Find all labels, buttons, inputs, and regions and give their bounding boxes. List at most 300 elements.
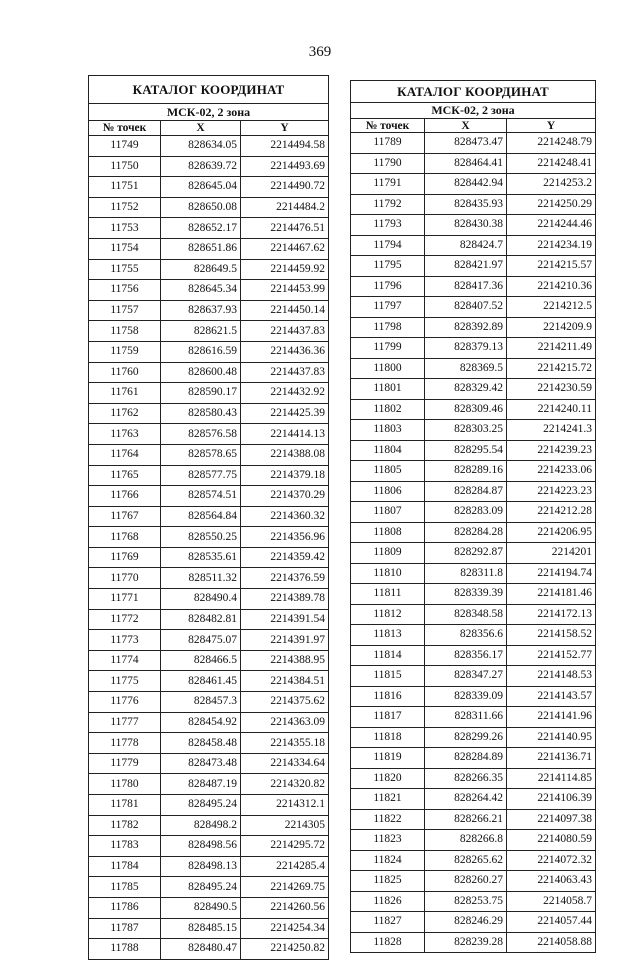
- table-row: [89, 795, 329, 816]
- x-coordinate-cell: 828490.4: [161, 589, 241, 610]
- y-coordinate-cell: 2214356.96: [241, 527, 329, 548]
- x-coordinate-cell: 828299.26: [425, 727, 507, 748]
- x-coordinate-cell: 828498.56: [161, 836, 241, 857]
- point-number-cell: 11767: [89, 506, 161, 527]
- y-coordinate-cell: 2214484.2: [241, 197, 329, 218]
- x-coordinate-cell: 828266.21: [425, 809, 507, 830]
- x-coordinate-cell: 828634.05: [161, 136, 241, 157]
- point-number-cell: 11752: [89, 197, 161, 218]
- y-coordinate-cell: 2214379.18: [241, 465, 329, 486]
- point-number-cell: 11788: [89, 939, 161, 960]
- x-coordinate-cell: 828473.47: [425, 133, 507, 154]
- x-coordinate-cell: 828482.81: [161, 609, 241, 630]
- point-number-cell: 11818: [351, 727, 425, 748]
- table-row: [89, 753, 329, 774]
- y-coordinate-cell: 2214234.19: [507, 235, 596, 256]
- point-number-cell: 11802: [351, 399, 425, 420]
- y-coordinate-cell: 2214260.56: [241, 897, 329, 918]
- x-coordinate-cell: 828578.65: [161, 444, 241, 465]
- y-coordinate-cell: 2214360.32: [241, 506, 329, 527]
- point-number-cell: 11789: [351, 133, 425, 154]
- table-row: [89, 136, 329, 157]
- point-number-cell: 11779: [89, 753, 161, 774]
- point-number-cell: 11828: [351, 932, 425, 953]
- table-row: [89, 733, 329, 754]
- table-row: [89, 671, 329, 692]
- x-coordinate-cell: 828264.42: [425, 789, 507, 810]
- x-coordinate-cell: 828652.17: [161, 218, 241, 239]
- point-number-cell: 11763: [89, 424, 161, 445]
- table-row: [351, 379, 596, 400]
- point-number-cell: 11782: [89, 815, 161, 836]
- point-number-cell: 11753: [89, 218, 161, 239]
- y-coordinate-cell: 2214467.62: [241, 238, 329, 259]
- y-coordinate-cell: 2214376.59: [241, 568, 329, 589]
- point-number-cell: 11792: [351, 194, 425, 215]
- x-coordinate-cell: 828260.27: [425, 871, 507, 892]
- y-coordinate-cell: 2214453.99: [241, 280, 329, 301]
- y-coordinate-cell: 2214194.74: [507, 563, 596, 584]
- point-number-cell: 11793: [351, 215, 425, 236]
- x-coordinate-cell: 828461.45: [161, 671, 241, 692]
- y-coordinate-cell: 2214363.09: [241, 712, 329, 733]
- table-row: [89, 280, 329, 301]
- x-coordinate-cell: 828495.24: [161, 795, 241, 816]
- point-number-cell: 11815: [351, 666, 425, 687]
- point-number-cell: 11760: [89, 362, 161, 383]
- table-row: [89, 815, 329, 836]
- table-row: [351, 215, 596, 236]
- table-row: [89, 259, 329, 280]
- table-row: [89, 568, 329, 589]
- table-row: [89, 692, 329, 713]
- x-coordinate-cell: 828466.5: [161, 650, 241, 671]
- y-coordinate-cell: 2214250.29: [507, 194, 596, 215]
- point-number-cell: 11751: [89, 177, 161, 198]
- point-number-cell: 11825: [351, 871, 425, 892]
- column-header-y: Y: [241, 121, 329, 136]
- table-row: [89, 712, 329, 733]
- x-coordinate-cell: 828311.8: [425, 563, 507, 584]
- table-row: [89, 362, 329, 383]
- y-coordinate-cell: 2214355.18: [241, 733, 329, 754]
- y-coordinate-cell: 2214152.77: [507, 645, 596, 666]
- table-row: [351, 522, 596, 543]
- x-coordinate-cell: 828435.93: [425, 194, 507, 215]
- y-coordinate-cell: 2214305: [241, 815, 329, 836]
- x-coordinate-cell: 828424.7: [425, 235, 507, 256]
- x-coordinate-cell: 828577.75: [161, 465, 241, 486]
- y-coordinate-cell: 2214080.59: [507, 830, 596, 851]
- table-row: [89, 383, 329, 404]
- table-row: [351, 912, 596, 933]
- point-number-cell: 11756: [89, 280, 161, 301]
- point-number-cell: 11817: [351, 707, 425, 728]
- table-row: [89, 341, 329, 362]
- x-coordinate-cell: 828303.25: [425, 420, 507, 441]
- table-row: [89, 321, 329, 342]
- y-coordinate-cell: 2214172.13: [507, 604, 596, 625]
- x-coordinate-cell: 828457.3: [161, 692, 241, 713]
- point-number-cell: 11764: [89, 444, 161, 465]
- table-row: [351, 297, 596, 318]
- table-row: [89, 527, 329, 548]
- point-number-cell: 11797: [351, 297, 425, 318]
- y-coordinate-cell: 2214215.72: [507, 358, 596, 379]
- y-coordinate-cell: 2214334.64: [241, 753, 329, 774]
- y-coordinate-cell: 2214209.9: [507, 317, 596, 338]
- point-number-cell: 11778: [89, 733, 161, 754]
- x-coordinate-cell: 828356.17: [425, 645, 507, 666]
- point-number-cell: 11784: [89, 856, 161, 877]
- table-row: [89, 877, 329, 898]
- point-number-cell: 11813: [351, 625, 425, 646]
- table-row: [351, 420, 596, 441]
- x-coordinate-cell: 828421.97: [425, 256, 507, 277]
- x-coordinate-cell: 828265.62: [425, 850, 507, 871]
- x-coordinate-cell: 828649.5: [161, 259, 241, 280]
- y-coordinate-cell: 2214254.34: [241, 918, 329, 939]
- y-coordinate-cell: 2214181.46: [507, 584, 596, 605]
- y-coordinate-cell: 2214494.58: [241, 136, 329, 157]
- y-coordinate-cell: 2214136.71: [507, 748, 596, 769]
- point-number-cell: 11755: [89, 259, 161, 280]
- y-coordinate-cell: 2214241.3: [507, 420, 596, 441]
- table-row: [351, 748, 596, 769]
- point-number-cell: 11785: [89, 877, 161, 898]
- table-row: [351, 174, 596, 195]
- point-number-cell: 11799: [351, 338, 425, 359]
- x-coordinate-cell: 828650.08: [161, 197, 241, 218]
- x-coordinate-cell: 828458.48: [161, 733, 241, 754]
- x-coordinate-cell: 828454.92: [161, 712, 241, 733]
- x-coordinate-cell: 828283.09: [425, 502, 507, 523]
- table-row: [351, 666, 596, 687]
- point-number-cell: 11777: [89, 712, 161, 733]
- y-coordinate-cell: 2214384.51: [241, 671, 329, 692]
- table-row: [89, 609, 329, 630]
- table-row: [351, 625, 596, 646]
- point-number-cell: 11769: [89, 547, 161, 568]
- point-number-cell: 11819: [351, 748, 425, 769]
- table-row: [351, 584, 596, 605]
- table-row: [89, 465, 329, 486]
- x-coordinate-cell: 828511.32: [161, 568, 241, 589]
- y-coordinate-cell: 2214476.51: [241, 218, 329, 239]
- x-coordinate-cell: 828292.87: [425, 543, 507, 564]
- table-row: [89, 424, 329, 445]
- table-row: [89, 238, 329, 259]
- point-number-cell: 11750: [89, 156, 161, 177]
- point-number-cell: 11810: [351, 563, 425, 584]
- point-number-cell: 11774: [89, 650, 161, 671]
- y-coordinate-cell: 2214212.5: [507, 297, 596, 318]
- table-row: [89, 897, 329, 918]
- x-coordinate-cell: 828651.86: [161, 238, 241, 259]
- y-coordinate-cell: 2214143.57: [507, 686, 596, 707]
- point-number-cell: 11814: [351, 645, 425, 666]
- table-row: [351, 563, 596, 584]
- point-number-cell: 11807: [351, 502, 425, 523]
- catalog-title: КАТАЛОГ КООРДИНАТ: [351, 81, 596, 103]
- y-coordinate-cell: 2214114.85: [507, 768, 596, 789]
- point-number-cell: 11824: [351, 850, 425, 871]
- y-coordinate-cell: 2214391.54: [241, 609, 329, 630]
- y-coordinate-cell: 2214063.43: [507, 871, 596, 892]
- table-row: [89, 218, 329, 239]
- x-coordinate-cell: 828284.28: [425, 522, 507, 543]
- table-row: [89, 197, 329, 218]
- y-coordinate-cell: 2214253.2: [507, 174, 596, 195]
- point-number-cell: 11783: [89, 836, 161, 857]
- table-row: [351, 440, 596, 461]
- x-coordinate-cell: 828473.48: [161, 753, 241, 774]
- y-coordinate-cell: 2214388.95: [241, 650, 329, 671]
- table-row: [89, 856, 329, 877]
- point-number-cell: 11771: [89, 589, 161, 610]
- point-number-cell: 11808: [351, 522, 425, 543]
- x-coordinate-cell: 828239.28: [425, 932, 507, 953]
- point-number-cell: 11770: [89, 568, 161, 589]
- table-row: [351, 727, 596, 748]
- x-coordinate-cell: 828637.93: [161, 300, 241, 321]
- y-coordinate-cell: 2214206.95: [507, 522, 596, 543]
- x-coordinate-cell: 828495.24: [161, 877, 241, 898]
- x-coordinate-cell: 828246.29: [425, 912, 507, 933]
- y-coordinate-cell: 2214375.62: [241, 692, 329, 713]
- y-coordinate-cell: 2214239.23: [507, 440, 596, 461]
- x-coordinate-cell: 828347.27: [425, 666, 507, 687]
- table-row: [89, 918, 329, 939]
- y-coordinate-cell: 2214106.39: [507, 789, 596, 810]
- y-coordinate-cell: 2214215.57: [507, 256, 596, 277]
- table-row: [351, 543, 596, 564]
- x-coordinate-cell: 828311.66: [425, 707, 507, 728]
- point-number-cell: 11801: [351, 379, 425, 400]
- x-coordinate-cell: 828535.61: [161, 547, 241, 568]
- x-coordinate-cell: 828442.94: [425, 174, 507, 195]
- y-coordinate-cell: 2214148.53: [507, 666, 596, 687]
- x-coordinate-cell: 828475.07: [161, 630, 241, 651]
- y-coordinate-cell: 2214223.23: [507, 481, 596, 502]
- y-coordinate-cell: 2214436.36: [241, 341, 329, 362]
- catalog-title: КАТАЛОГ КООРДИНАТ: [89, 76, 329, 104]
- point-number-cell: 11806: [351, 481, 425, 502]
- y-coordinate-cell: 2214233.06: [507, 461, 596, 482]
- y-coordinate-cell: 2214490.72: [241, 177, 329, 198]
- x-coordinate-cell: 828498.2: [161, 815, 241, 836]
- x-coordinate-cell: 828392.89: [425, 317, 507, 338]
- x-coordinate-cell: 828379.13: [425, 338, 507, 359]
- point-number-cell: 11762: [89, 403, 161, 424]
- point-number-cell: 11823: [351, 830, 425, 851]
- y-coordinate-cell: 2214230.59: [507, 379, 596, 400]
- point-number-cell: 11766: [89, 486, 161, 507]
- table-row: [89, 506, 329, 527]
- x-coordinate-cell: 828266.35: [425, 768, 507, 789]
- x-coordinate-cell: 828356.6: [425, 625, 507, 646]
- x-coordinate-cell: 828417.36: [425, 276, 507, 297]
- table-row: [89, 156, 329, 177]
- point-number-cell: 11803: [351, 420, 425, 441]
- column-header-point-number: № точек: [351, 119, 425, 133]
- y-coordinate-cell: 2214058.88: [507, 932, 596, 953]
- table-row: [351, 399, 596, 420]
- x-coordinate-cell: 828485.15: [161, 918, 241, 939]
- table-row: [351, 768, 596, 789]
- point-number-cell: 11820: [351, 768, 425, 789]
- y-coordinate-cell: 2214140.95: [507, 727, 596, 748]
- x-coordinate-cell: 828253.75: [425, 891, 507, 912]
- point-number-cell: 11805: [351, 461, 425, 482]
- point-number-cell: 11754: [89, 238, 161, 259]
- y-coordinate-cell: 2214389.78: [241, 589, 329, 610]
- x-coordinate-cell: 828348.58: [425, 604, 507, 625]
- y-coordinate-cell: 2214425.39: [241, 403, 329, 424]
- x-coordinate-cell: 828284.87: [425, 481, 507, 502]
- point-number-cell: 11765: [89, 465, 161, 486]
- y-coordinate-cell: 2214285.4: [241, 856, 329, 877]
- column-header-y: Y: [507, 119, 596, 133]
- x-coordinate-cell: 828480.47: [161, 939, 241, 960]
- point-number-cell: 11786: [89, 897, 161, 918]
- y-coordinate-cell: 2214437.83: [241, 362, 329, 383]
- x-coordinate-cell: 828309.46: [425, 399, 507, 420]
- table-row: [351, 871, 596, 892]
- table-row: [89, 650, 329, 671]
- table-row: [351, 153, 596, 174]
- x-coordinate-cell: 828564.84: [161, 506, 241, 527]
- table-row: [89, 547, 329, 568]
- table-row: [351, 461, 596, 482]
- x-coordinate-cell: 828580.43: [161, 403, 241, 424]
- column-header-x: X: [425, 119, 507, 133]
- table-row: [351, 256, 596, 277]
- y-coordinate-cell: 2214250.82: [241, 939, 329, 960]
- x-coordinate-cell: 828574.51: [161, 486, 241, 507]
- y-coordinate-cell: 2214097.38: [507, 809, 596, 830]
- catalog-body-left: [89, 136, 329, 960]
- point-number-cell: 11781: [89, 795, 161, 816]
- x-coordinate-cell: 828645.04: [161, 177, 241, 198]
- x-coordinate-cell: 828464.41: [425, 153, 507, 174]
- y-coordinate-cell: 2214057.44: [507, 912, 596, 933]
- point-number-cell: 11772: [89, 609, 161, 630]
- table-row: [351, 850, 596, 871]
- y-coordinate-cell: 2214211.49: [507, 338, 596, 359]
- table-row: [351, 830, 596, 851]
- point-number-cell: 11827: [351, 912, 425, 933]
- table-row: [89, 403, 329, 424]
- table-row: [89, 630, 329, 651]
- y-coordinate-cell: 2214320.82: [241, 774, 329, 795]
- table-row: [89, 836, 329, 857]
- column-header-point-number: № точек: [89, 121, 161, 136]
- y-coordinate-cell: 2214432.92: [241, 383, 329, 404]
- y-coordinate-cell: 2214212.28: [507, 502, 596, 523]
- table-row: [351, 481, 596, 502]
- page-number: 369: [308, 44, 332, 60]
- x-coordinate-cell: 828295.54: [425, 440, 507, 461]
- x-coordinate-cell: 828329.42: [425, 379, 507, 400]
- x-coordinate-cell: 828407.52: [425, 297, 507, 318]
- table-row: [351, 194, 596, 215]
- y-coordinate-cell: 2214072.32: [507, 850, 596, 871]
- point-number-cell: 11749: [89, 136, 161, 157]
- catalog-zone: МСК-02, 2 зона: [351, 103, 596, 119]
- y-coordinate-cell: 2214269.75: [241, 877, 329, 898]
- x-coordinate-cell: 828498.13: [161, 856, 241, 877]
- y-coordinate-cell: 2214450.14: [241, 300, 329, 321]
- x-coordinate-cell: 828576.58: [161, 424, 241, 445]
- point-number-cell: 11761: [89, 383, 161, 404]
- table-row: [351, 891, 596, 912]
- y-coordinate-cell: 2214248.79: [507, 133, 596, 154]
- y-coordinate-cell: 2214359.42: [241, 547, 329, 568]
- table-row: [351, 358, 596, 379]
- table-row: [351, 317, 596, 338]
- point-number-cell: 11804: [351, 440, 425, 461]
- table-row: [351, 133, 596, 154]
- table-row: [351, 809, 596, 830]
- y-coordinate-cell: 2214459.92: [241, 259, 329, 280]
- y-coordinate-cell: 2214240.11: [507, 399, 596, 420]
- x-coordinate-cell: 828616.59: [161, 341, 241, 362]
- point-number-cell: 11780: [89, 774, 161, 795]
- point-number-cell: 11821: [351, 789, 425, 810]
- table-row: [351, 604, 596, 625]
- point-number-cell: 11791: [351, 174, 425, 195]
- table-row: [351, 789, 596, 810]
- table-row: [351, 932, 596, 953]
- point-number-cell: 11768: [89, 527, 161, 548]
- table-row: [351, 276, 596, 297]
- table-row: [351, 645, 596, 666]
- table-row: [351, 686, 596, 707]
- x-coordinate-cell: 828490.5: [161, 897, 241, 918]
- point-number-cell: 11798: [351, 317, 425, 338]
- y-coordinate-cell: 2214244.46: [507, 215, 596, 236]
- point-number-cell: 11776: [89, 692, 161, 713]
- y-coordinate-cell: 2214388.08: [241, 444, 329, 465]
- coordinate-catalog-left: [88, 75, 329, 960]
- x-coordinate-cell: 828284.89: [425, 748, 507, 769]
- x-coordinate-cell: 828266.8: [425, 830, 507, 851]
- y-coordinate-cell: 2214391.97: [241, 630, 329, 651]
- point-number-cell: 11758: [89, 321, 161, 342]
- point-number-cell: 11822: [351, 809, 425, 830]
- x-coordinate-cell: 828621.5: [161, 321, 241, 342]
- x-coordinate-cell: 828430.38: [425, 215, 507, 236]
- x-coordinate-cell: 828369.5: [425, 358, 507, 379]
- y-coordinate-cell: 2214141.96: [507, 707, 596, 728]
- table-row: [89, 774, 329, 795]
- x-coordinate-cell: 828339.39: [425, 584, 507, 605]
- y-coordinate-cell: 2214158.52: [507, 625, 596, 646]
- x-coordinate-cell: 828487.19: [161, 774, 241, 795]
- y-coordinate-cell: 2214248.41: [507, 153, 596, 174]
- y-coordinate-cell: 2214210.36: [507, 276, 596, 297]
- point-number-cell: 11787: [89, 918, 161, 939]
- y-coordinate-cell: 2214493.69: [241, 156, 329, 177]
- table-row: [89, 444, 329, 465]
- x-coordinate-cell: 828639.72: [161, 156, 241, 177]
- point-number-cell: 11796: [351, 276, 425, 297]
- y-coordinate-cell: 2214295.72: [241, 836, 329, 857]
- table-row: [89, 486, 329, 507]
- table-row: [89, 939, 329, 960]
- x-coordinate-cell: 828289.16: [425, 461, 507, 482]
